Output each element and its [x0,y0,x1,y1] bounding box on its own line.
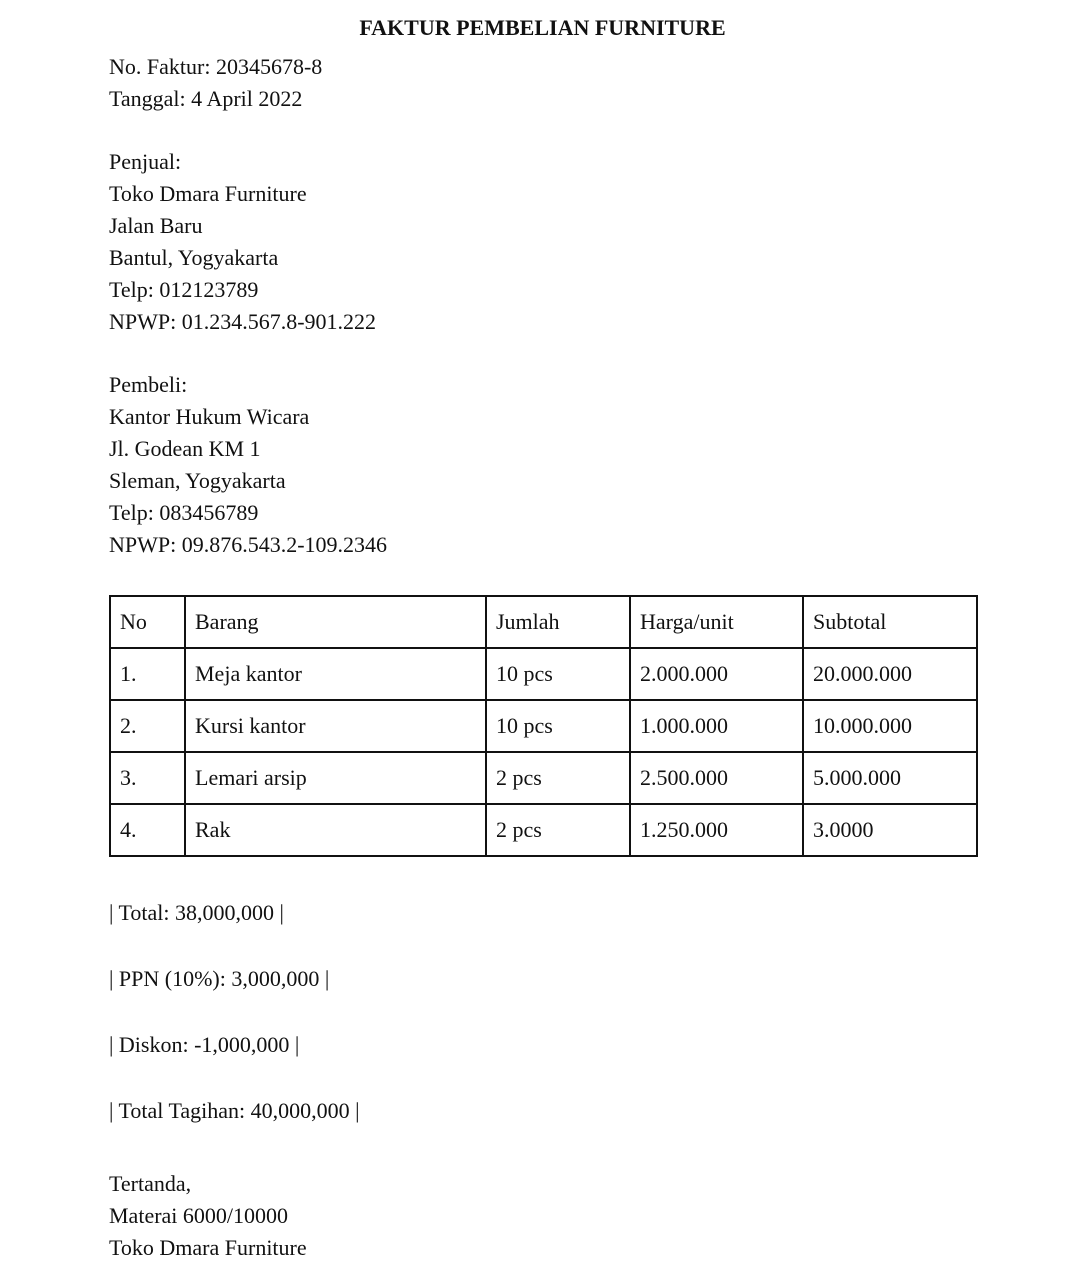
summary-discount: | Diskon: -1,000,000 | [109,1032,300,1057]
seller-heading: Penjual: [109,149,182,174]
cell-unit-price: 1.000.000 [630,700,803,752]
seller-city: Bantul, Yogyakarta [109,245,279,270]
summary-ppn: | PPN (10%): 3,000,000 | [109,966,330,991]
invoice-info [109,51,322,115]
document-title: FAKTUR PEMBELIAN FURNITURE [359,15,726,40]
cell-quantity: 2 pcs [486,804,630,856]
cell-quantity: 2 pcs [486,752,630,804]
cell-quantity: 10 pcs [486,700,630,752]
table-row [110,752,977,804]
items-table [109,595,978,857]
cell-unit-price: 2.500.000 [630,752,803,804]
table-row [110,804,977,856]
cell-item: Meja kantor [185,648,486,700]
buyer-section [109,369,387,561]
buyer-street: Jl. Godean KM 1 [109,436,261,461]
cell-quantity: 10 pcs [486,648,630,700]
summary-total: | Total: 38,000,000 | [109,900,284,925]
header-harga-unit: Harga/unit [630,596,803,648]
header-no: No [110,596,185,648]
table-row [110,700,977,752]
header-barang: Barang [185,596,486,648]
seller-street: Jalan Baru [109,213,203,238]
cell-no: 1. [110,648,185,700]
cell-unit-price: 1.250.000 [630,804,803,856]
cell-no: 2. [110,700,185,752]
table-row [110,648,977,700]
cell-subtotal: 5.000.000 [803,752,977,804]
header-jumlah: Jumlah [486,596,630,648]
cell-subtotal: 3.0000 [803,804,977,856]
seller-name: Toko Dmara Furniture [109,181,307,206]
invoice-date: Tanggal: 4 April 2022 [109,86,303,111]
seller-section [109,146,376,338]
signature-greeting: Tertanda, [109,1171,192,1196]
buyer-name: Kantor Hukum Wicara [109,404,310,429]
cell-item: Rak [185,804,486,856]
buyer-heading: Pembeli: [109,372,188,397]
header-subtotal: Subtotal [803,596,977,648]
buyer-city: Sleman, Yogyakarta [109,468,286,493]
signature-company: Toko Dmara Furniture [109,1235,307,1260]
buyer-phone: Telp: 083456789 [109,500,259,525]
cell-item: Kursi kantor [185,700,486,752]
cell-no: 4. [110,804,185,856]
signature-stamp: Materai 6000/10000 [109,1203,289,1228]
cell-unit-price: 2.000.000 [630,648,803,700]
cell-no: 3. [110,752,185,804]
cell-item: Lemari arsip [185,752,486,804]
cell-subtotal: 20.000.000 [803,648,977,700]
seller-phone: Telp: 012123789 [109,277,259,302]
signature-block [109,1168,307,1264]
cell-subtotal: 10.000.000 [803,700,977,752]
seller-npwp: NPWP: 01.234.567.8-901.222 [109,309,377,334]
table-header-row [110,596,977,648]
invoice-number: No. Faktur: 20345678-8 [109,54,323,79]
summary-grand-total: | Total Tagihan: 40,000,000 | [109,1098,360,1123]
buyer-npwp: NPWP: 09.876.543.2-109.2346 [109,532,388,557]
